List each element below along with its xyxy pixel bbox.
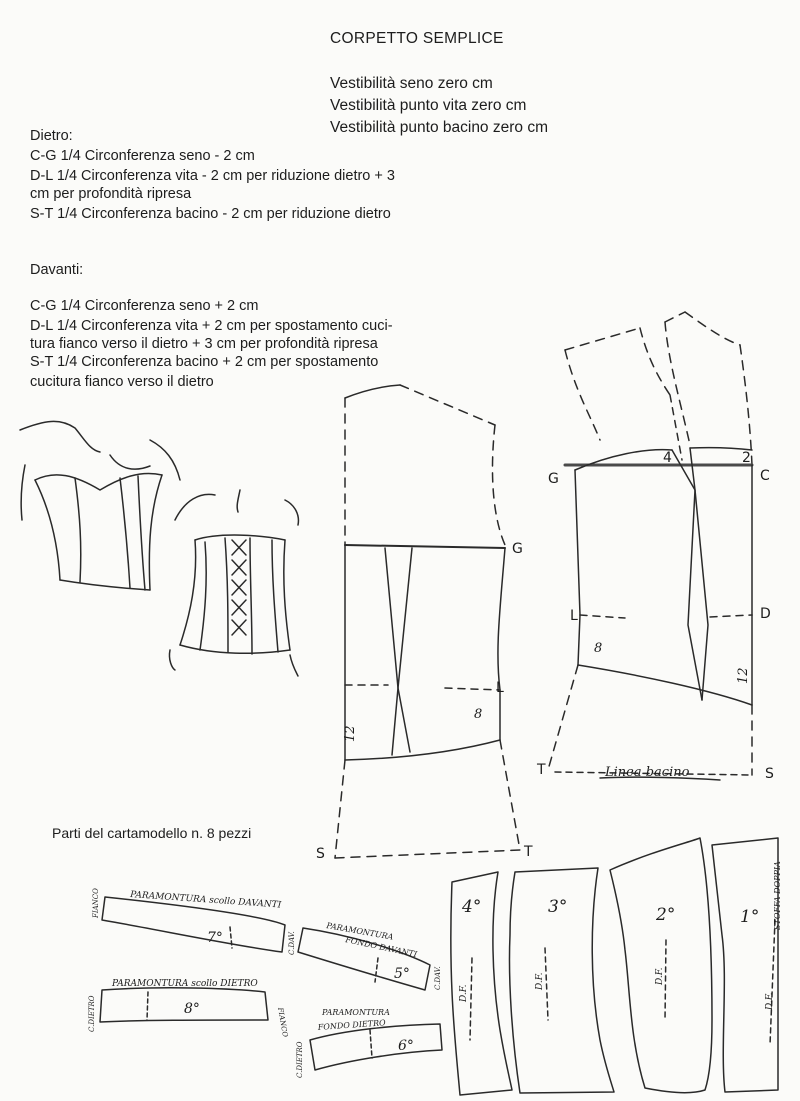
piece8-number: 8° [184, 1001, 200, 1017]
fit-waist: Vestibilità punto vita zero cm [330, 97, 527, 114]
piece5-title-2: FONDO DAVANTI [344, 935, 418, 960]
panel4-grain: D.F. [459, 984, 469, 1002]
label-8-back: 8 [474, 707, 483, 722]
panel2-number: 2° [656, 905, 676, 925]
piece8-right-mark: FIANCO [276, 1006, 290, 1038]
piece7-right-mark: C.DAV. [288, 931, 296, 955]
back-line: D-L 1/4 Circonferenza vita - 2 cm per riduzione dietro + 3 [30, 168, 395, 184]
front-line: cucitura fianco verso il dietro [30, 374, 214, 390]
back-heading: Dietro: [30, 128, 73, 144]
label-12-back: 12 [343, 725, 358, 742]
label-2: 2 [742, 450, 751, 466]
piece6-number: 6° [398, 1038, 414, 1054]
piece8-title: PARAMONTURA scollo DIETRO [112, 979, 258, 989]
label-L-back: L [496, 680, 504, 696]
front-line: tura fianco verso il dietro + 3 cm per profondità ripresa [30, 336, 378, 352]
panel3-number: 3° [548, 897, 568, 917]
corset-panels [451, 838, 778, 1095]
piece6-left-mark: C.DIETRO [296, 1041, 304, 1078]
piece7-number: 7° [207, 930, 223, 946]
fit-bust: Vestibilità seno zero cm [330, 75, 493, 92]
back-line: C-G 1/4 Circonferenza seno - 2 cm [30, 148, 255, 164]
label-T-front: T [537, 762, 546, 778]
label-hip-line: Linea bacino [605, 765, 690, 780]
panel4-number: 4° [462, 897, 482, 917]
label-C-front: C [760, 468, 770, 484]
piece5-title-1: PARAMONTURA [325, 921, 395, 942]
back-pattern [335, 385, 520, 858]
fit-hip: Vestibilità punto bacino zero cm [330, 119, 548, 136]
panel2-grain: D.F. [655, 967, 665, 985]
page-title: CORPETTO SEMPLICE [330, 30, 504, 47]
label-G-back: G [512, 541, 523, 557]
front-heading: Davanti: [30, 262, 84, 278]
panel1-fold: STOFFA DOPPIA [773, 861, 782, 930]
label-12-front: 12 [736, 667, 751, 684]
piece8-left-mark: C.DIETRO [88, 995, 96, 1032]
label-G-front: G [548, 471, 559, 487]
piece6-title-2: FONDO DIETRO [317, 1018, 386, 1032]
label-D-front: D [760, 606, 771, 622]
label-S-front: S [765, 766, 774, 782]
panel1-number: 1° [740, 907, 760, 927]
panel3-grain: D.F. [535, 972, 545, 990]
label-L-front: L [570, 608, 578, 624]
back-line: S-T 1/4 Circonferenza bacino - 2 cm per riduzione dietro [30, 206, 391, 222]
piece5-number: 5° [394, 966, 410, 982]
front-line: S-T 1/4 Circonferenza bacino + 2 cm per spostamento [30, 354, 379, 370]
corset-sketch-front [20, 421, 180, 590]
label-8-front: 8 [594, 641, 603, 656]
label-T-back: T [524, 844, 533, 860]
label-S-back: S [316, 846, 325, 862]
corset-sketch-back [169, 490, 298, 676]
front-line: D-L 1/4 Circonferenza vita + 2 cm per spostamento cuci- [30, 318, 393, 334]
front-pattern [548, 312, 752, 780]
front-line: C-G 1/4 Circonferenza seno + 2 cm [30, 298, 259, 314]
panel1-grain: D.F. [765, 992, 775, 1010]
piece7-left-mark: FIANCO [92, 888, 100, 918]
piece6-title-1: PARAMONTURA [322, 1008, 390, 1017]
parts-caption: Parti del cartamodello n. 8 pezzi [52, 825, 252, 841]
piece7-title: PARAMONTURA scollo DAVANTI [129, 890, 282, 911]
back-line: cm per profondità ripresa [30, 186, 192, 202]
label-4: 4 [663, 450, 672, 466]
piece5-right-mark: C.DAV. [434, 966, 442, 990]
